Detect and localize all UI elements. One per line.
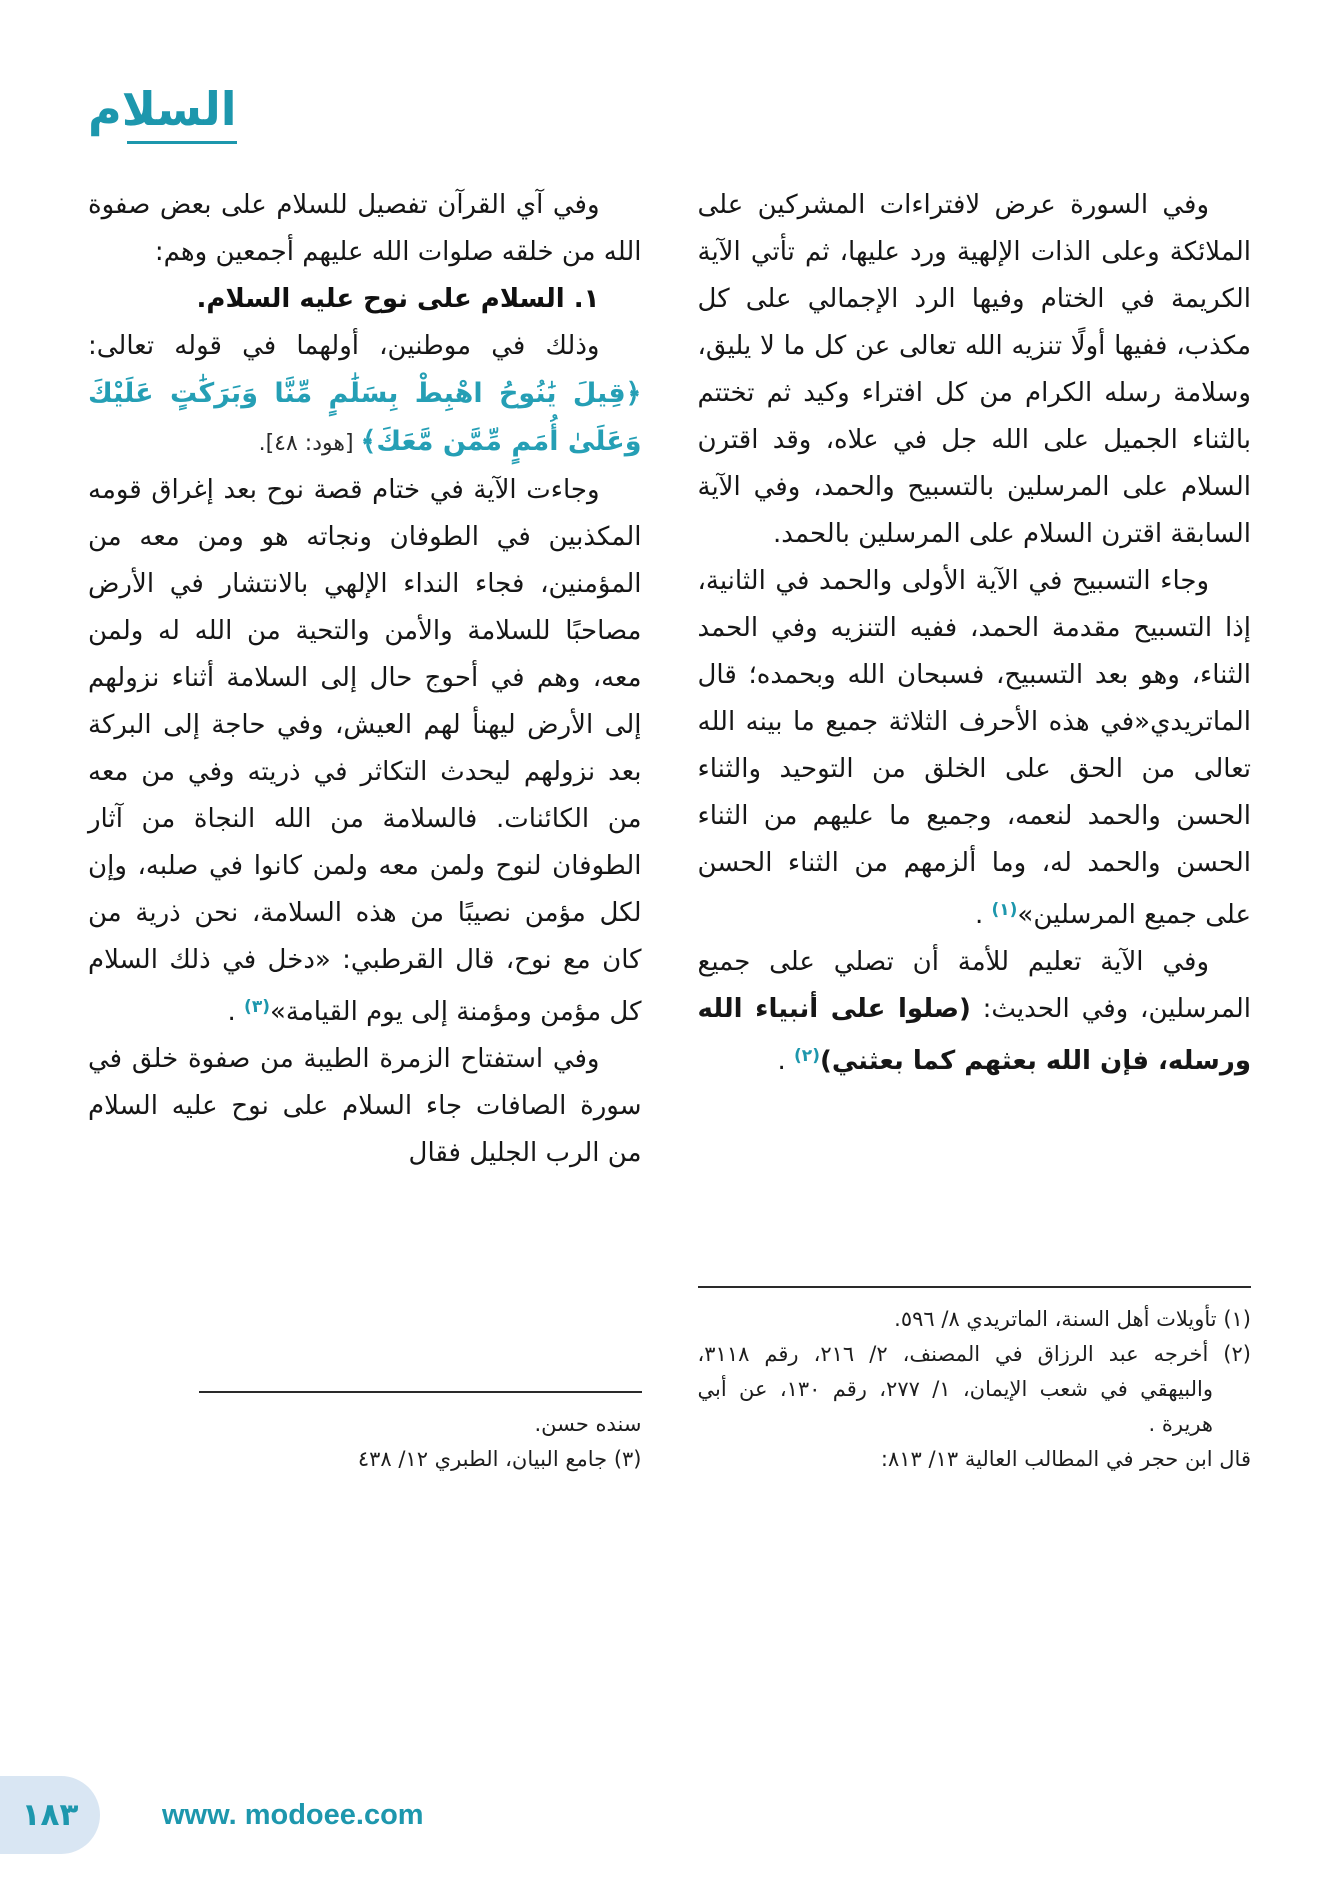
footnotes-left xyxy=(88,1391,642,1477)
footnote-continuation: سنده حسن. xyxy=(534,1412,642,1436)
text-run: وجاءت الآية في ختام قصة نوح بعد إغراق قومه المكذبين في الطوفان ونجاته هو ومن معه من المؤمنين، فجاء النداء الإلهي بالانتشار في الأرض مصاحبًا للسلامة والأمن والتحية من الله له ولمن معه، وهم في أحوج حال إلى السلامة أثناء نزولهم إلى الأرض ليهنأ لهم العيش، وفي حاجة إلى البركة بعد نزولهم ليحدث التكاثر في ذريته وفي من معه من الكائنات. فالسلامة من الله النجاة من آثار الطوفان لنوح ولمن معه ولمن كانوا في صلبه، وإن لكل مؤمن نصيبًا من هذه السلامة، نحن ذرية من كان مع نوح، قال القرطبي: «دخل في ذلك السلام كل مؤمن ومؤمنة إلى يوم القيامة» xyxy=(88,475,642,1027)
footnote-1: (١) تأويلات أهل السنة، الماتريدي ٨/ ٥٩٦. xyxy=(894,1307,1251,1331)
footnote-rule xyxy=(199,1391,642,1393)
footnote-2: (٢) أخرجه عبد الرزاق في المصنف، ٢/ ٢١٦، رقم ٣١١٨، والبيهقي في شعب الإيمان، ١/ ٢٧٧، رقم ١٣٠، عن أبي هريرة . xyxy=(697,1342,1251,1436)
text-run: وجاء التسبيح في الآية الأولى والحمد في الثانية، إذا التسبيح مقدمة الحمد، ففيه التنزيه وفي الحمد الثناء، وهو بعد التسبيح، فسبحان الله وبحمده؛ قال الماتريدي«في هذه الأحرف الثلاثة جميع ما بينه الله تعالى من الحق على الخلق من التوحيد والثناء الحسن والحمد لنعمه، وجميع ما عليهم من الثناء الحسن والحمد له، وما ألزمهم من الثناء الحسن على جميع المرسلين» xyxy=(697,566,1251,930)
heading-salam-nuh: ١. السلام على نوح عليه السلام. xyxy=(196,284,600,314)
page-number-tab xyxy=(0,1776,100,1854)
paragraph-flood-story xyxy=(88,467,642,1036)
paragraph-tasbih xyxy=(698,558,1252,939)
verse-reference: [هود: ٤٨]. xyxy=(258,431,361,456)
text-run: . xyxy=(227,997,245,1027)
text-run: وفي الآية تعليم للأمة أن تصلي على جميع المرسلين، وفي الحديث: xyxy=(697,947,1251,1024)
footnote-rule xyxy=(698,1286,1252,1288)
chapter-title: السلام xyxy=(88,82,237,136)
footnote-marker-2: (٢) xyxy=(794,1046,820,1066)
footnote-marker-1: (١) xyxy=(991,900,1018,920)
hadith-text: (صلوا على أنبياء الله ورسله، فإن الله بعثهم كما بعثني) xyxy=(697,994,1251,1076)
text-run: . xyxy=(777,1046,795,1076)
paragraph-verse xyxy=(88,323,642,467)
footnotes-right xyxy=(698,1286,1252,1477)
text-run: . xyxy=(974,900,992,930)
page-number: ١٨٣ xyxy=(21,1797,79,1833)
paragraph-sura-summary: وفي السورة عرض لافتراءات المشركين على الملائكة وعلى الذات الإلهية ورد عليها، ثم تأتي الآية الكريمة في الختام وفيها الرد الإجمالي على كل مكذب، ففيها أولًا تنزيه الله تعالى عن كل ما لا يليق، وسلامة رسله الكرام من كل افتراء وكيد ثم تختتم بالثناء الجميل على الله جل في علاه، وقد اقترن السلام على المرسلين بالتسبيح والحمد، وفي الآية السابقة اقترن السلام على المرسلين بالحمد. xyxy=(697,190,1251,549)
paragraph-hadith xyxy=(698,939,1252,1085)
website-url: www. modoee.com xyxy=(162,1799,424,1831)
column-left xyxy=(88,182,642,1477)
footnote-marker-3: (٣) xyxy=(244,997,270,1017)
paragraph-saffat: وفي استفتاح الزمرة الطيبة من صفوة خلق في سورة الصافات جاء السلام على نوح عليه السلام من الرب الجليل فقال xyxy=(88,1044,642,1168)
footnote-3: (٣) جامع البيان، الطبري ١٢/ ٤٣٨ xyxy=(357,1447,642,1471)
paragraph-intro: وفي آي القرآن تفصيل للسلام على بعض صفوة الله من خلقه صلوات الله عليهم أجمعين وهم: xyxy=(88,190,642,267)
quran-verse: ﴿قِيلَ يَٰنُوحُ اهْبِطْ بِسَلَٰمٍ مِّنَّا وَبَرَكَٰتٍ عَلَيْكَ وَعَلَىٰ أُمَمٍ مِّمَّن مَّعَكَ﴾ xyxy=(88,378,642,457)
column-right xyxy=(698,182,1252,1477)
text-run: وذلك في موطنين، أولهما في قوله تعالى: xyxy=(88,331,600,361)
footnote-2-continued: قال ابن حجر في المطالب العالية ١٣/ ٨١٣: xyxy=(880,1447,1251,1471)
text-columns xyxy=(88,182,1251,1477)
page-header xyxy=(88,84,237,144)
header-rule xyxy=(127,141,237,144)
